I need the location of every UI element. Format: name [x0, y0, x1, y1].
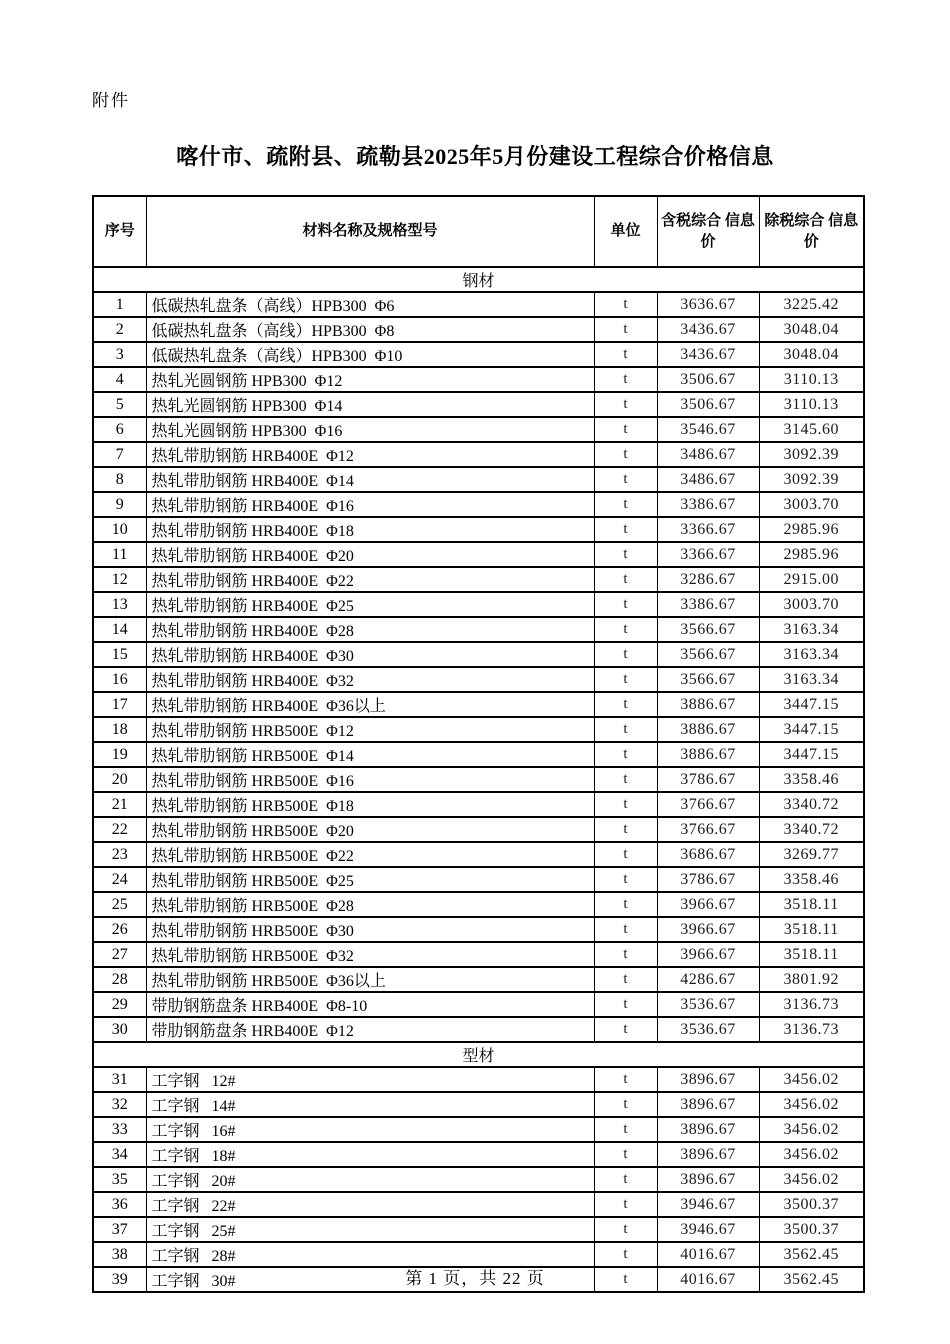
cell-unit: t [594, 1192, 657, 1217]
table-row [93, 1192, 864, 1217]
cell-price-excl: 3518.11 [759, 942, 864, 967]
table-row [93, 667, 864, 692]
cell-unit: t [594, 742, 657, 767]
cell-seq: 22 [93, 817, 146, 842]
table-row [93, 542, 864, 567]
cell-unit: t [594, 317, 657, 342]
cell-price-incl: 3636.67 [657, 292, 759, 317]
cell-material: 热轧带肋钢筋 HRB500E Φ14 [146, 742, 594, 767]
cell-price-excl: 3340.72 [759, 817, 864, 842]
cell-seq: 4 [93, 367, 146, 392]
price-table [92, 195, 865, 1293]
cell-material: 热轧带肋钢筋 HRB500E Φ20 [146, 817, 594, 842]
col-header-price-incl-tax: 含税综合 信息价 [657, 196, 759, 267]
cell-seq: 27 [93, 942, 146, 967]
cell-seq: 6 [93, 417, 146, 442]
cell-unit: t [594, 767, 657, 792]
cell-price-incl: 3786.67 [657, 867, 759, 892]
cell-price-excl: 3110.13 [759, 367, 864, 392]
cell-seq: 34 [93, 1142, 146, 1167]
cell-seq: 17 [93, 692, 146, 717]
cell-price-excl: 3136.73 [759, 1017, 864, 1042]
table-row [93, 917, 864, 942]
cell-seq: 39 [93, 1267, 146, 1292]
cell-material: 工字钢 25# [146, 1217, 594, 1242]
cell-material: 热轧带肋钢筋 HRB500E Φ28 [146, 892, 594, 917]
col-header-unit: 单位 [594, 196, 657, 267]
cell-material: 热轧带肋钢筋 HRB500E Φ25 [146, 867, 594, 892]
cell-material: 热轧带肋钢筋 HRB500E Φ32 [146, 942, 594, 967]
cell-price-incl: 3896.67 [657, 1067, 759, 1092]
table-row [93, 1217, 864, 1242]
cell-price-excl: 3225.42 [759, 292, 864, 317]
table-row [93, 292, 864, 317]
cell-price-excl: 3447.15 [759, 742, 864, 767]
table-header-row [93, 196, 864, 267]
cell-material: 热轧带肋钢筋 HRB400E Φ22 [146, 567, 594, 592]
cell-price-incl: 3766.67 [657, 817, 759, 842]
cell-price-incl: 3486.67 [657, 442, 759, 467]
cell-unit: t [594, 542, 657, 567]
section-header-row [93, 1042, 864, 1067]
table-row [93, 367, 864, 392]
cell-price-incl: 3786.67 [657, 767, 759, 792]
cell-seq: 20 [93, 767, 146, 792]
cell-material: 热轧带肋钢筋 HRB400E Φ14 [146, 467, 594, 492]
table-row [93, 592, 864, 617]
table-row [93, 842, 864, 867]
cell-material: 低碳热轧盘条（高线）HPB300 Φ10 [146, 342, 594, 367]
cell-unit: t [594, 517, 657, 542]
cell-seq: 33 [93, 1117, 146, 1142]
table-row [93, 642, 864, 667]
cell-material: 热轧带肋钢筋 HRB400E Φ28 [146, 617, 594, 642]
cell-price-incl: 3966.67 [657, 942, 759, 967]
cell-price-incl: 3896.67 [657, 1092, 759, 1117]
cell-material: 热轧带肋钢筋 HRB500E Φ22 [146, 842, 594, 867]
cell-seq: 38 [93, 1242, 146, 1267]
cell-unit: t [594, 367, 657, 392]
cell-price-excl: 3447.15 [759, 717, 864, 742]
table-row [93, 317, 864, 342]
cell-seq: 31 [93, 1067, 146, 1092]
cell-seq: 12 [93, 567, 146, 592]
cell-price-excl: 3518.11 [759, 917, 864, 942]
cell-unit: t [594, 892, 657, 917]
cell-unit: t [594, 392, 657, 417]
cell-material: 工字钢 20# [146, 1167, 594, 1192]
cell-material: 热轧光圆钢筋 HPB300 Φ16 [146, 417, 594, 442]
cell-price-excl: 3003.70 [759, 492, 864, 517]
cell-unit: t [594, 717, 657, 742]
table-row [93, 892, 864, 917]
table-row [93, 867, 864, 892]
cell-material: 热轧带肋钢筋 HRB500E Φ12 [146, 717, 594, 742]
cell-material: 热轧带肋钢筋 HRB400E Φ36以上 [146, 692, 594, 717]
cell-unit: t [594, 492, 657, 517]
cell-price-excl: 3562.45 [759, 1242, 864, 1267]
cell-material: 工字钢 14# [146, 1092, 594, 1117]
cell-material: 工字钢 12# [146, 1067, 594, 1092]
cell-seq: 28 [93, 967, 146, 992]
col-header-price-excl-tax: 除税综合 信息价 [759, 196, 864, 267]
cell-unit: t [594, 342, 657, 367]
table-row [93, 1017, 864, 1042]
cell-material: 工字钢 30# [146, 1267, 594, 1292]
cell-price-incl: 3896.67 [657, 1167, 759, 1192]
table-row [93, 442, 864, 467]
cell-price-incl: 3546.67 [657, 417, 759, 442]
cell-seq: 1 [93, 292, 146, 317]
cell-price-excl: 3145.60 [759, 417, 864, 442]
cell-price-excl: 3269.77 [759, 842, 864, 867]
cell-price-incl: 3286.67 [657, 567, 759, 592]
cell-unit: t [594, 1142, 657, 1167]
cell-seq: 11 [93, 542, 146, 567]
section-header-row [93, 267, 864, 292]
cell-price-incl: 3386.67 [657, 592, 759, 617]
cell-price-excl: 3358.46 [759, 767, 864, 792]
table-row [93, 1092, 864, 1117]
cell-seq: 30 [93, 1017, 146, 1042]
cell-material: 热轧光圆钢筋 HPB300 Φ12 [146, 367, 594, 392]
cell-material: 热轧带肋钢筋 HRB400E Φ18 [146, 517, 594, 542]
cell-price-incl: 3896.67 [657, 1142, 759, 1167]
cell-material: 工字钢 28# [146, 1242, 594, 1267]
cell-price-incl: 3536.67 [657, 992, 759, 1017]
cell-unit: t [594, 1242, 657, 1267]
cell-unit: t [594, 1117, 657, 1142]
cell-seq: 37 [93, 1217, 146, 1242]
cell-unit: t [594, 817, 657, 842]
cell-price-excl: 3163.34 [759, 667, 864, 692]
table-row [93, 742, 864, 767]
col-header-seq: 序号 [93, 196, 146, 267]
cell-material: 工字钢 22# [146, 1192, 594, 1217]
cell-price-excl: 3110.13 [759, 392, 864, 417]
cell-price-excl: 3092.39 [759, 467, 864, 492]
cell-price-incl: 3886.67 [657, 742, 759, 767]
cell-seq: 25 [93, 892, 146, 917]
table-row [93, 342, 864, 367]
cell-material: 带肋钢筋盘条 HRB400E Φ12 [146, 1017, 594, 1042]
cell-price-excl: 3340.72 [759, 792, 864, 817]
cell-unit: t [594, 967, 657, 992]
cell-material: 热轧带肋钢筋 HRB500E Φ36以上 [146, 967, 594, 992]
cell-unit: t [594, 692, 657, 717]
col-header-material: 材料名称及规格型号 [146, 196, 594, 267]
cell-seq: 32 [93, 1092, 146, 1117]
cell-price-excl: 3456.02 [759, 1092, 864, 1117]
cell-seq: 35 [93, 1167, 146, 1192]
cell-seq: 26 [93, 917, 146, 942]
cell-unit: t [594, 992, 657, 1017]
table-header [93, 196, 864, 267]
cell-seq: 36 [93, 1192, 146, 1217]
cell-unit: t [594, 642, 657, 667]
page-title: 喀什市、疏附县、疏勒县2025年5月份建设工程综合价格信息 [176, 144, 774, 169]
attachment-label: 附件 [92, 91, 130, 110]
table-row [93, 817, 864, 842]
cell-price-excl: 3456.02 [759, 1067, 864, 1092]
cell-price-excl: 3163.34 [759, 642, 864, 667]
cell-unit: t [594, 1167, 657, 1192]
cell-unit: t [594, 867, 657, 892]
table-row [93, 617, 864, 642]
cell-price-excl: 2985.96 [759, 542, 864, 567]
cell-price-excl: 2915.00 [759, 567, 864, 592]
cell-material: 热轧带肋钢筋 HRB400E Φ32 [146, 667, 594, 692]
cell-price-incl: 3766.67 [657, 792, 759, 817]
table-row [93, 517, 864, 542]
section-title: 钢材 [93, 267, 864, 292]
cell-material: 热轧带肋钢筋 HRB400E Φ16 [146, 492, 594, 517]
cell-seq: 24 [93, 867, 146, 892]
table-row [93, 942, 864, 967]
cell-seq: 10 [93, 517, 146, 542]
cell-unit: t [594, 667, 657, 692]
cell-price-incl: 3566.67 [657, 642, 759, 667]
table-row [93, 1067, 864, 1092]
cell-price-excl: 3358.46 [759, 867, 864, 892]
cell-unit: t [594, 917, 657, 942]
cell-seq: 18 [93, 717, 146, 742]
cell-price-incl: 4286.67 [657, 967, 759, 992]
cell-price-incl: 3886.67 [657, 717, 759, 742]
cell-material: 热轧带肋钢筋 HRB500E Φ30 [146, 917, 594, 942]
cell-seq: 13 [93, 592, 146, 617]
cell-seq: 8 [93, 467, 146, 492]
cell-unit: t [594, 1092, 657, 1117]
cell-price-incl: 3436.67 [657, 317, 759, 342]
cell-unit: t [594, 292, 657, 317]
cell-price-excl: 3048.04 [759, 342, 864, 367]
cell-price-incl: 3506.67 [657, 392, 759, 417]
cell-price-excl: 3003.70 [759, 592, 864, 617]
cell-price-incl: 3966.67 [657, 917, 759, 942]
cell-seq: 29 [93, 992, 146, 1017]
cell-material: 工字钢 16# [146, 1117, 594, 1142]
section-title: 型材 [93, 1042, 864, 1067]
cell-material: 热轧光圆钢筋 HPB300 Φ14 [146, 392, 594, 417]
cell-price-excl: 3136.73 [759, 992, 864, 1017]
cell-price-excl: 3048.04 [759, 317, 864, 342]
cell-price-incl: 3506.67 [657, 367, 759, 392]
cell-seq: 21 [93, 792, 146, 817]
table-row [93, 992, 864, 1017]
table-row [93, 467, 864, 492]
table-row [93, 792, 864, 817]
table-row [93, 492, 864, 517]
cell-material: 带肋钢筋盘条 HRB400E Φ8-10 [146, 992, 594, 1017]
table-row [93, 567, 864, 592]
cell-price-incl: 4016.67 [657, 1267, 759, 1292]
cell-price-incl: 4016.67 [657, 1242, 759, 1267]
cell-material: 热轧带肋钢筋 HRB400E Φ12 [146, 442, 594, 467]
cell-seq: 23 [93, 842, 146, 867]
cell-seq: 9 [93, 492, 146, 517]
cell-material: 热轧带肋钢筋 HRB400E Φ30 [146, 642, 594, 667]
cell-price-incl: 3536.67 [657, 1017, 759, 1042]
table-row [93, 417, 864, 442]
cell-material: 热轧带肋钢筋 HRB400E Φ20 [146, 542, 594, 567]
cell-price-incl: 3946.67 [657, 1217, 759, 1242]
table-row [93, 717, 864, 742]
cell-price-incl: 3566.67 [657, 617, 759, 642]
cell-unit: t [594, 467, 657, 492]
table-row [93, 1142, 864, 1167]
cell-unit: t [594, 442, 657, 467]
cell-unit: t [594, 1267, 657, 1292]
cell-price-excl: 3518.11 [759, 892, 864, 917]
cell-unit: t [594, 617, 657, 642]
cell-unit: t [594, 592, 657, 617]
table-row [93, 767, 864, 792]
cell-price-incl: 3686.67 [657, 842, 759, 867]
cell-price-incl: 3386.67 [657, 492, 759, 517]
cell-price-excl: 2985.96 [759, 517, 864, 542]
cell-price-excl: 3163.34 [759, 617, 864, 642]
table-row [93, 967, 864, 992]
cell-price-excl: 3562.45 [759, 1267, 864, 1292]
cell-seq: 5 [93, 392, 146, 417]
cell-price-incl: 3946.67 [657, 1192, 759, 1217]
cell-material: 低碳热轧盘条（高线）HPB300 Φ6 [146, 292, 594, 317]
cell-material: 工字钢 18# [146, 1142, 594, 1167]
cell-seq: 19 [93, 742, 146, 767]
cell-unit: t [594, 1017, 657, 1042]
cell-price-incl: 3966.67 [657, 892, 759, 917]
cell-unit: t [594, 792, 657, 817]
cell-unit: t [594, 1067, 657, 1092]
cell-price-incl: 3486.67 [657, 467, 759, 492]
cell-unit: t [594, 567, 657, 592]
table-row [93, 392, 864, 417]
cell-unit: t [594, 1217, 657, 1242]
cell-price-incl: 3436.67 [657, 342, 759, 367]
cell-unit: t [594, 417, 657, 442]
cell-seq: 7 [93, 442, 146, 467]
cell-seq: 3 [93, 342, 146, 367]
cell-price-incl: 3896.67 [657, 1117, 759, 1142]
cell-price-excl: 3456.02 [759, 1167, 864, 1192]
page-footer: 第 1 页，共 22 页 [405, 1269, 545, 1288]
cell-price-incl: 3366.67 [657, 517, 759, 542]
cell-material: 低碳热轧盘条（高线）HPB300 Φ8 [146, 317, 594, 342]
cell-price-excl: 3456.02 [759, 1117, 864, 1142]
cell-material: 热轧带肋钢筋 HRB400E Φ25 [146, 592, 594, 617]
cell-price-excl: 3500.37 [759, 1192, 864, 1217]
cell-material: 热轧带肋钢筋 HRB500E Φ16 [146, 767, 594, 792]
cell-price-excl: 3456.02 [759, 1142, 864, 1167]
table-row [93, 692, 864, 717]
cell-seq: 15 [93, 642, 146, 667]
cell-price-excl: 3092.39 [759, 442, 864, 467]
table-row [93, 1167, 864, 1192]
cell-price-excl: 3447.15 [759, 692, 864, 717]
cell-seq: 16 [93, 667, 146, 692]
cell-unit: t [594, 942, 657, 967]
cell-price-incl: 3886.67 [657, 692, 759, 717]
cell-price-incl: 3566.67 [657, 667, 759, 692]
table-row [93, 1117, 864, 1142]
cell-seq: 14 [93, 617, 146, 642]
cell-price-excl: 3500.37 [759, 1217, 864, 1242]
cell-unit: t [594, 842, 657, 867]
cell-material: 热轧带肋钢筋 HRB500E Φ18 [146, 792, 594, 817]
table-body [93, 267, 864, 1292]
cell-seq: 2 [93, 317, 146, 342]
cell-price-incl: 3366.67 [657, 542, 759, 567]
cell-price-excl: 3801.92 [759, 967, 864, 992]
